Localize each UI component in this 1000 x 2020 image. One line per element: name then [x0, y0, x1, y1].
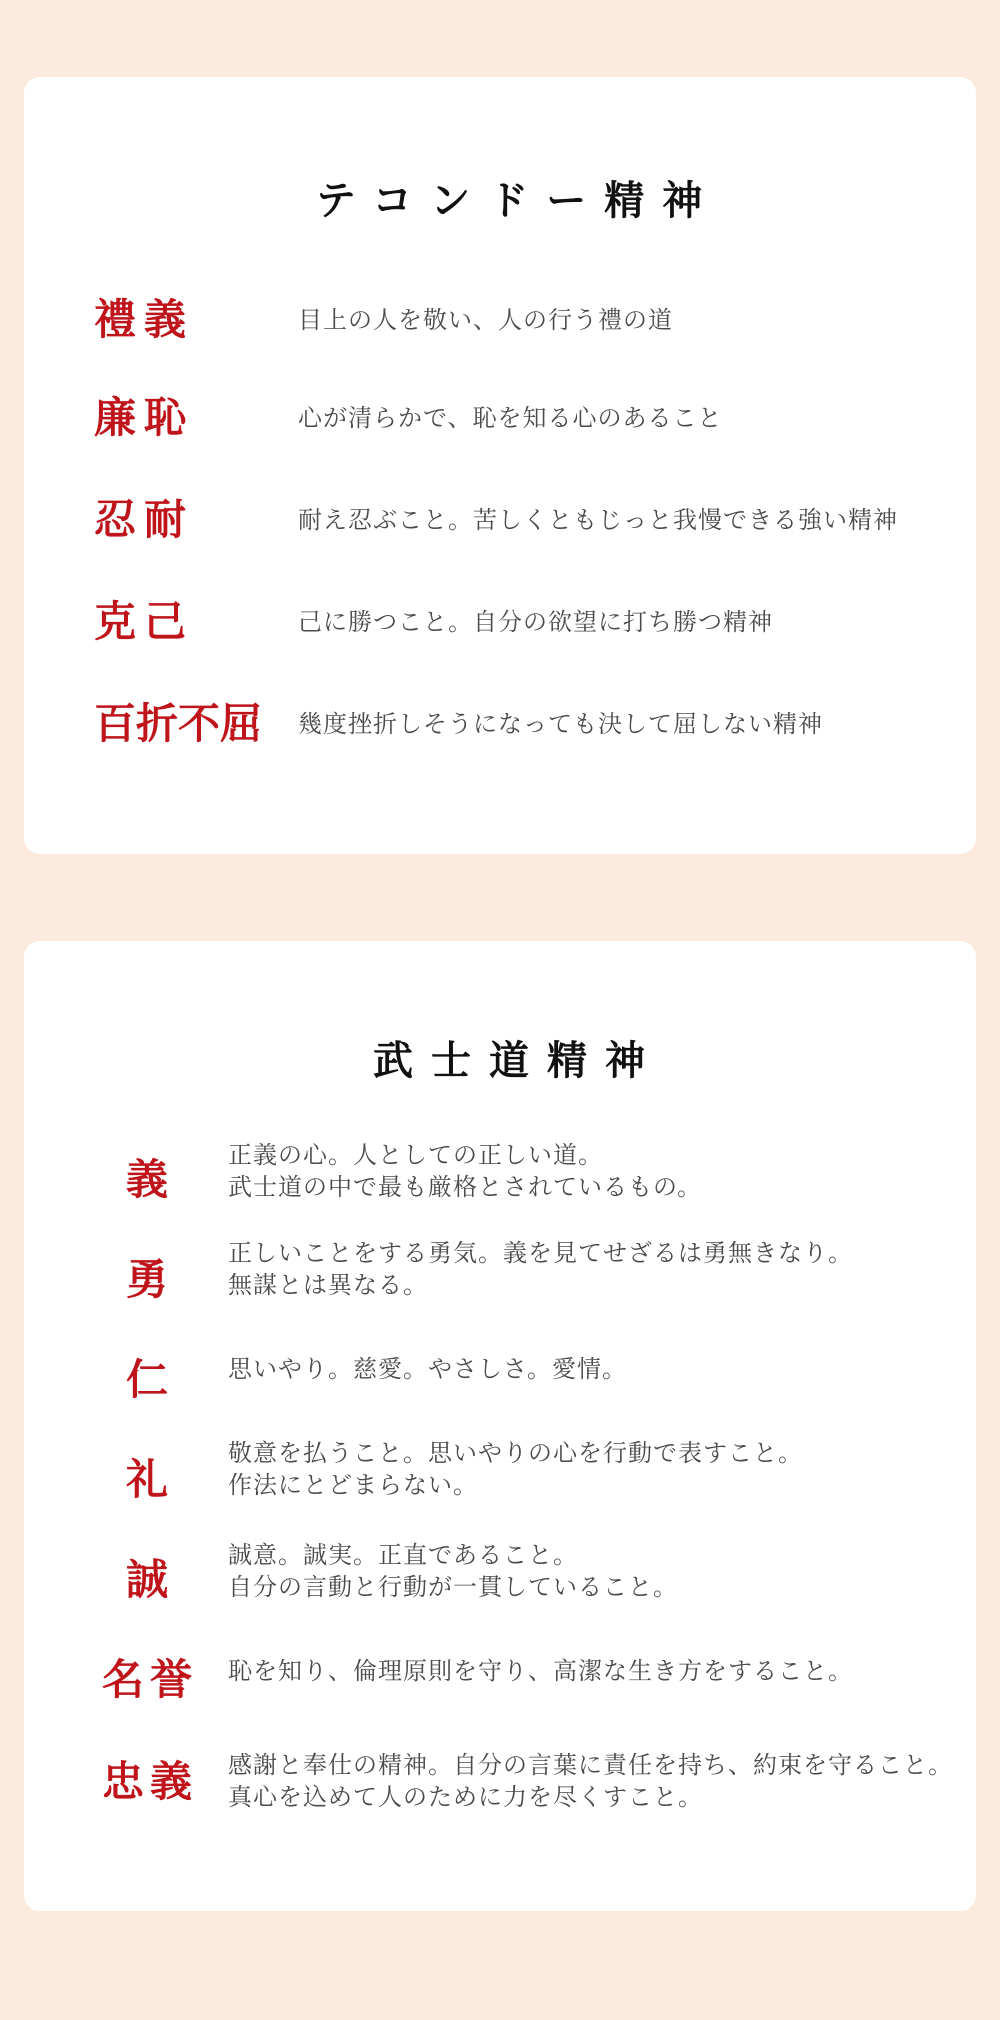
term: 誠 — [125, 1555, 174, 1604]
description: 心が清らかで、恥を知る心のあること — [298, 404, 723, 432]
bushido-title: 武士道精神 — [373, 1037, 663, 1084]
term: 廉恥 — [94, 393, 195, 442]
description-line-2: 武士道の中で最も厳格とされているもの。 — [228, 1173, 703, 1201]
term: 百折不屈 — [94, 699, 263, 748]
term: 勇 — [125, 1255, 174, 1304]
description-line-1: 正しいことをする勇気。義を見てせざるは勇無きなり。 — [228, 1239, 853, 1267]
description-line-1: 恥を知り、倫理原則を守り、高潔な生き方をすること。 — [228, 1657, 853, 1685]
description-line-2: 作法にとどまらない。 — [228, 1471, 478, 1499]
description-line-2: 無謀とは異なる。 — [228, 1271, 428, 1299]
description: 目上の人を敬い、人の行う禮の道 — [298, 306, 673, 334]
description: 幾度挫折しそうになっても決して屈しない精神 — [298, 710, 823, 738]
term: 礼 — [125, 1455, 174, 1504]
description-line-2: 自分の言動と行動が一貫していること。 — [228, 1573, 678, 1601]
term: 名誉 — [101, 1655, 198, 1704]
term: 義 — [125, 1155, 174, 1204]
description-line-1: 正義の心。人としての正しい道。 — [228, 1141, 603, 1169]
term: 克己 — [94, 597, 195, 646]
term: 忍耐 — [94, 495, 195, 544]
term: 忠義 — [101, 1757, 198, 1806]
description-line-1: 敬意を払うこと。思いやりの心を行動で表すこと。 — [228, 1439, 803, 1467]
description-line-1: 思いやり。慈愛。やさしさ。愛情。 — [228, 1355, 628, 1383]
bushido-spirit-card — [24, 941, 976, 1911]
description-line-1: 誠意。誠実。正直であること。 — [228, 1541, 578, 1569]
taekwondo-title: テコンドー精神 — [315, 177, 721, 224]
description-line-2: 真心を込めて人のために力を尽くすこと。 — [228, 1783, 703, 1811]
description-line-1: 感謝と奉仕の精神。自分の言葉に責任を持ち、約束を守ること。 — [228, 1751, 953, 1779]
term: 禮義 — [94, 295, 195, 344]
taekwondo-spirit-card — [24, 77, 976, 854]
description: 己に勝つこと。自分の欲望に打ち勝つ精神 — [298, 608, 773, 636]
term: 仁 — [125, 1355, 174, 1404]
description: 耐え忍ぶこと。苦しくともじっと我慢できる強い精神 — [298, 506, 898, 534]
